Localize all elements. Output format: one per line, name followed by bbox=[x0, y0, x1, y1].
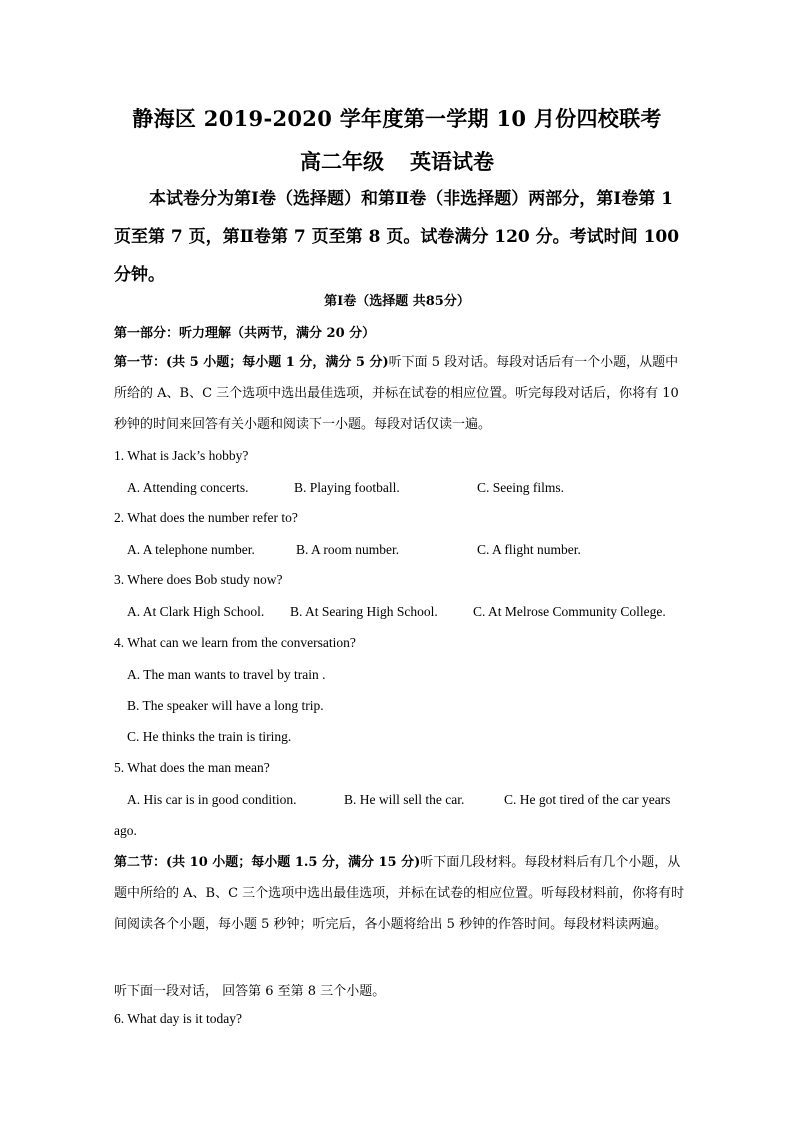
section2-label: 第二节：(共 10 小题；每小题 1.5 分，满分 15 分) bbox=[114, 855, 421, 870]
option-c: C. Seeing films. bbox=[477, 480, 564, 495]
question-stem: 2. What does the number refer to? bbox=[114, 510, 298, 525]
option-b: B. The speaker will have a long trip. bbox=[127, 698, 324, 713]
option-c: C. At Melrose Community College. bbox=[473, 604, 666, 619]
option-a: A. Attending concerts. bbox=[127, 480, 249, 495]
option-b: B. At Searing High School. bbox=[290, 604, 438, 619]
grade-label: 高二年级 bbox=[300, 149, 384, 174]
option-b: B. A room number. bbox=[296, 542, 400, 557]
question-stem: 5. What does the man mean? bbox=[114, 760, 270, 775]
option-c-continuation: ago. bbox=[114, 823, 137, 838]
question-stem: 3. Where does Bob study now? bbox=[114, 572, 283, 587]
section2-instructions: 听下面几段材料。每段材料后有几个小题，从题中所给的 A、B、C 三个选项中选出最佳选项，并标在试卷的相应位置。听每段材料前，你将有时间阅读各个小题，每小题 5 秒钟；听完后，各小题将给出 5 秒钟的作答时间。每段材料读两遍。 bbox=[114, 855, 685, 932]
option-a: A. A telephone number. bbox=[127, 542, 255, 557]
question-stem: 1. What is Jack’s hobby? bbox=[114, 448, 249, 463]
option-c: C. He thinks the train is tiring. bbox=[127, 729, 292, 744]
question-stem: 4. What can we learn from the conversation? bbox=[114, 635, 356, 650]
option-b: B. He will sell the car. bbox=[344, 792, 465, 807]
section1-block bbox=[114, 347, 686, 440]
subject-label: 英语试卷 bbox=[410, 149, 494, 174]
option-b: B. Playing football. bbox=[294, 480, 400, 495]
option-a: A. His car is in good condition. bbox=[127, 792, 297, 807]
option-a: A. The man wants to travel by train . bbox=[127, 667, 326, 682]
exam-title: 静海区 2019-2020 学年度第一学期 10 月份四校联考 bbox=[132, 106, 662, 131]
section1-instructions: 听下面 5 段对话。每段对话后有一个小题，从题中所给的 A、B、C 三个选项中选出最佳选项，并标在试卷的相应位置。听完每段对话后，你将有 10 秒钟的时间来回答有关小题和阅读下一小题。每段对话仅读一遍。 bbox=[114, 355, 679, 432]
section2-block bbox=[114, 847, 686, 940]
section2-note: 听下面一段对话， 回答第 6 至第 8 三个小题。 bbox=[114, 984, 386, 999]
exam-subtitle bbox=[0, 146, 794, 176]
intro-text: 本试卷分为第Ⅰ卷（选择题）和第Ⅱ卷（非选择题）两部分，第Ⅰ卷第 1 页至第 7 页，第Ⅱ卷第 7 页至第 8 页。试卷满分 120 分。考试时间 100 分钟。 bbox=[114, 189, 680, 285]
section1-label: 第一节：(共 5 小题；每小题 1 分，满分 5 分) bbox=[114, 355, 389, 370]
option-c: C. A flight number. bbox=[477, 542, 581, 557]
exam-intro bbox=[114, 180, 686, 294]
option-a: A. At Clark High School. bbox=[127, 604, 265, 619]
option-c: C. He got tired of the car years bbox=[504, 792, 671, 807]
question-stem: 6. What day is it today? bbox=[114, 1011, 242, 1026]
volume1-heading: 第Ⅰ卷（选择题 共85分） bbox=[324, 294, 470, 309]
part1-heading: 第一部分：听力理解（共两节，满分 20 分） bbox=[114, 326, 376, 341]
